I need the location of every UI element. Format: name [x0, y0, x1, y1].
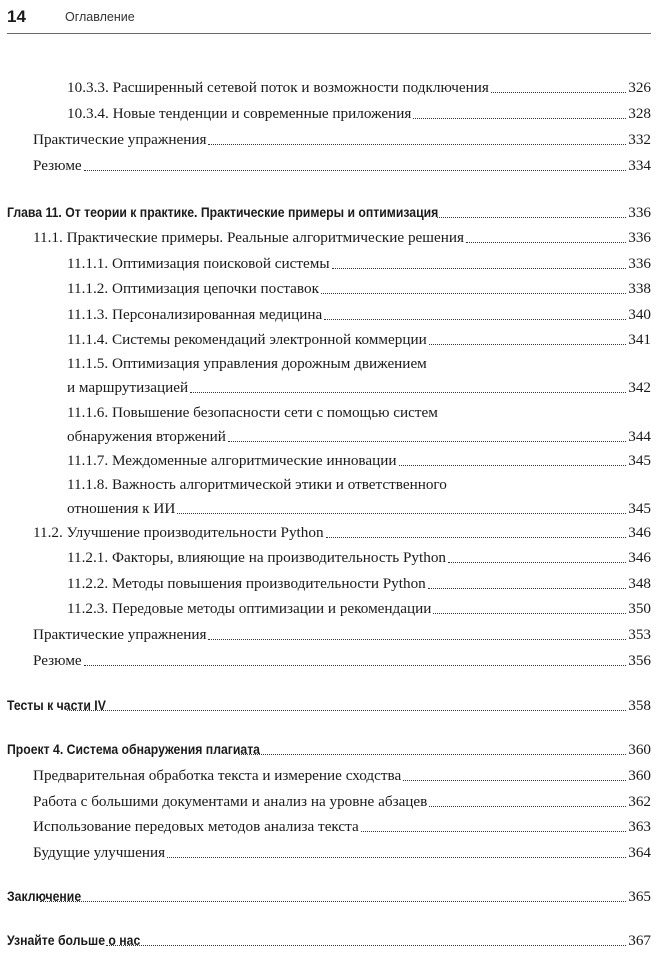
leader-dots — [40, 901, 626, 902]
toc-entry-title: 11.1.4. Системы рекомендаций электронной коммерции — [67, 331, 427, 348]
toc-entry-page: 341 — [628, 331, 651, 348]
toc-entry-title: Практические упражнения — [33, 131, 207, 148]
leader-dots — [437, 217, 627, 218]
toc-entry-page: 362 — [628, 793, 651, 810]
toc-entry-title: Резюме — [33, 157, 82, 174]
toc-entry-title: 11.2. Улучшение производительности Python — [33, 524, 324, 541]
toc-entry-title: 10.3.3. Расширенный сетевой поток и возможности подключения — [67, 79, 489, 96]
toc-entry-title: 11.2.2. Методы повышения производительности Python — [67, 575, 426, 592]
leader-dots — [361, 831, 626, 832]
toc-entry-title: 11.1. Практические примеры. Реальные алгоритмические решения — [33, 229, 464, 246]
toc-entry-page: 328 — [628, 105, 651, 122]
toc-chapter-entry — [7, 201, 651, 224]
toc-entry — [67, 597, 651, 620]
toc-entry-title: 11.1.3. Персонализированная медицина — [67, 306, 323, 323]
toc-entry-page: 346 — [628, 524, 651, 541]
toc-entry — [67, 572, 651, 595]
toc-entry-page: 336 — [628, 255, 651, 272]
toc-entry — [33, 521, 651, 544]
toc-entry-title: Резюме — [33, 652, 82, 669]
toc-entry — [67, 76, 651, 99]
toc-entry — [67, 473, 651, 520]
leader-dots — [177, 513, 626, 514]
leader-dots — [433, 613, 626, 614]
toc-entry — [67, 303, 651, 326]
toc-entry — [67, 449, 651, 472]
toc-entry-title-line1: 11.1.8. Важность алгоритмической этики и ответственного — [67, 476, 447, 493]
toc-entry-page: 358 — [628, 697, 651, 714]
toc-entry — [67, 546, 651, 569]
toc-entry-title: обнаружения вторжений — [67, 428, 226, 445]
leader-dots — [429, 806, 626, 807]
leader-dots — [190, 392, 626, 393]
leader-dots — [428, 588, 626, 589]
toc-entry — [67, 252, 651, 275]
toc-entry-title: 11.2.3. Передовые методы оптимизации и рекомендации — [67, 600, 432, 617]
toc-entry-page: 334 — [628, 157, 651, 174]
toc-entry-page: 336 — [628, 229, 651, 246]
leader-dots — [84, 170, 627, 171]
toc-chapter-entry — [7, 694, 651, 717]
leader-dots — [448, 562, 626, 563]
leader-dots — [321, 293, 626, 294]
toc-entry — [67, 352, 651, 399]
toc-entry-page: 346 — [628, 549, 651, 566]
toc-entry-page: 356 — [628, 652, 651, 669]
toc-entry-page: 345 — [628, 452, 651, 469]
toc-entry-title: Работа с большими документами и анализ на уровне абзацев — [33, 793, 428, 810]
toc-entry — [67, 328, 651, 351]
toc-entry-page: 336 — [628, 204, 651, 221]
toc-entry-page: 360 — [628, 741, 651, 758]
toc-entry-title: Практические упражнения — [33, 626, 207, 643]
leader-dots — [491, 92, 626, 93]
leader-dots — [413, 118, 626, 119]
toc-entry — [33, 815, 651, 838]
toc-entry-title: Использование передовых методов анализа текста — [33, 818, 359, 835]
toc-chapter-entry — [7, 738, 651, 761]
toc-entry-page: 367 — [628, 932, 651, 949]
toc-entry-title: Тесты к части IV — [7, 698, 106, 713]
leader-dots — [84, 665, 627, 666]
toc-entry-page: 353 — [628, 626, 651, 643]
toc-entry-page: 365 — [628, 888, 651, 905]
toc-entry-title: Будущие улучшения — [33, 844, 166, 861]
toc-entry-title: и маршрутизацией — [67, 379, 189, 396]
toc-entry — [33, 226, 651, 249]
toc-entry — [33, 623, 651, 646]
leader-dots — [429, 344, 626, 345]
leader-dots — [326, 537, 627, 538]
toc-entry-page: 350 — [628, 600, 651, 617]
running-title: Оглавление — [65, 10, 135, 24]
toc-entry-title: Узнайте больше о нас — [7, 933, 141, 948]
toc-entry — [33, 790, 651, 813]
leader-dots — [324, 319, 626, 320]
toc-chapter-entry — [7, 885, 651, 908]
leader-dots — [399, 465, 627, 466]
toc-entry-title: 10.3.4. Новые тенденции и современные приложения — [67, 105, 412, 122]
toc-entry — [33, 841, 651, 864]
toc-entry-page: 344 — [628, 428, 651, 445]
toc-entry-page: 348 — [628, 575, 651, 592]
toc-entry-title: Предварительная обработка текста и измерение сходства — [33, 767, 402, 784]
toc-entry — [33, 764, 651, 787]
toc-entry-title: Глава 11. От теории к практике. Практические примеры и оптимизация — [7, 205, 439, 220]
leader-dots — [403, 780, 626, 781]
toc-entry-page: 363 — [628, 818, 651, 835]
toc-chapter-entry — [7, 929, 651, 952]
toc-entry — [67, 277, 651, 300]
toc-entry — [67, 102, 651, 125]
leader-dots — [228, 441, 626, 442]
leader-dots — [106, 945, 627, 946]
toc-entry-page: 364 — [628, 844, 651, 861]
leader-dots — [332, 268, 627, 269]
leader-dots — [208, 639, 626, 640]
toc-entry-title: Проект 4. Система обнаружения плагиата — [7, 742, 260, 757]
page-number: 14 — [7, 7, 26, 26]
toc-entry — [67, 401, 651, 448]
leader-dots — [67, 710, 626, 711]
toc-entry-title-line1: 11.1.6. Повышение безопасности сети с помощью систем — [67, 404, 438, 421]
leader-dots — [167, 857, 626, 858]
toc-entry-title: 11.1.2. Оптимизация цепочки поставок — [67, 280, 319, 297]
toc-entry-page: 345 — [628, 500, 651, 517]
toc-entry-page: 340 — [628, 306, 651, 323]
toc-entry — [33, 128, 651, 151]
toc-entry-page: 360 — [628, 767, 651, 784]
toc-entry-page: 342 — [628, 379, 651, 396]
toc-entry-title: отношения к ИИ — [67, 500, 176, 517]
toc-entry-title: 11.1.7. Междоменные алгоритмические инновации — [67, 452, 397, 469]
leader-dots — [208, 144, 626, 145]
leader-dots — [466, 242, 626, 243]
toc-entry-title-line1: 11.1.5. Оптимизация управления дорожным движением — [67, 355, 427, 372]
toc-entry-page: 338 — [628, 280, 651, 297]
toc-entry-page: 326 — [628, 79, 651, 96]
toc-entry-page: 332 — [628, 131, 651, 148]
toc-entry — [33, 154, 651, 177]
running-header — [7, 0, 651, 34]
leader-dots — [239, 754, 627, 755]
toc-entry — [33, 649, 651, 672]
toc-entry-title: 11.1.1. Оптимизация поисковой системы — [67, 255, 330, 272]
toc-entry-title: 11.2.1. Факторы, влияющие на производительность Python — [67, 549, 447, 566]
toc-entry-title: Заключение — [7, 889, 82, 904]
